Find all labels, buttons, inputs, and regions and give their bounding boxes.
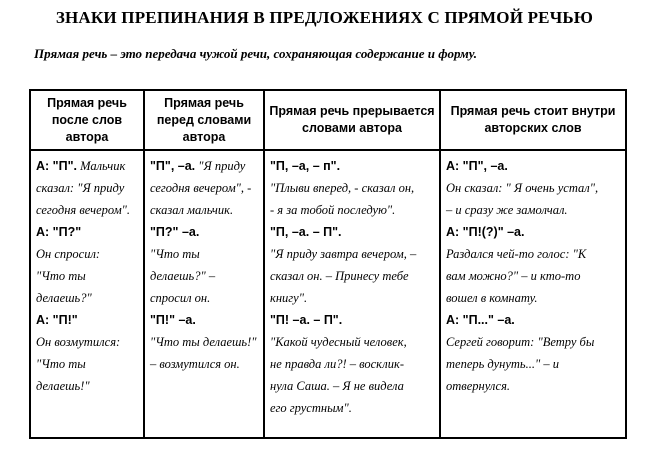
example-line [446, 353, 622, 375]
example-line [36, 221, 140, 243]
punctuation-schema: А: "П", –а. [446, 159, 508, 173]
example-line [150, 221, 260, 243]
example-sentence: – возмутился он. [150, 357, 240, 371]
example-line [446, 155, 622, 177]
example-sentence: – и сразу же замолчал. [446, 203, 568, 217]
example-line [270, 353, 436, 375]
example-sentence: Он возмутился: [36, 335, 121, 349]
example-sentence: сказал он. – Принесу тебе [270, 269, 409, 283]
definition-text: Прямая речь – это передача чужой речи, сохраняющая содержание и форму. [34, 46, 477, 61]
example-sentence: Он спросил: [36, 247, 101, 261]
example-line [150, 243, 260, 265]
column-body [441, 151, 625, 397]
example-sentence: "Я приду завтра вечером, – [270, 247, 417, 261]
example-sentence: сказал: "Я приду [36, 181, 125, 195]
example-line [270, 177, 436, 199]
example-sentence: отвернулся. [446, 379, 511, 393]
example-line [150, 199, 260, 221]
punctuation-schema: "П?" –а. [150, 225, 200, 239]
example-line [36, 265, 140, 287]
column-header: Прямая речь прерывается словами автора [265, 91, 439, 151]
example-line [150, 287, 260, 309]
example-line [36, 353, 140, 375]
punctuation-table [29, 89, 627, 439]
example-line [446, 221, 622, 243]
example-sentence: "Что ты [36, 357, 86, 371]
example-line [270, 199, 436, 221]
punctuation-schema: А: "П!" [36, 313, 78, 327]
example-line [36, 309, 140, 331]
example-line [36, 375, 140, 397]
example-sentence: делаешь?" [36, 291, 92, 305]
example-sentence: - я за тобой последую". [270, 203, 396, 217]
example-sentence: его грустным". [270, 401, 352, 415]
example-line [270, 221, 436, 243]
example-line [150, 265, 260, 287]
example-sentence: "Что ты [36, 269, 86, 283]
example-line [270, 331, 436, 353]
example-sentence: Мальчик [76, 159, 126, 173]
example-sentence: сегодня вечером". [36, 203, 131, 217]
example-line [36, 243, 140, 265]
example-sentence: "Я приду [195, 159, 246, 173]
example-line [446, 309, 622, 331]
example-line [270, 397, 436, 419]
column-body [145, 151, 263, 375]
table-column [263, 91, 439, 437]
example-line [446, 265, 622, 287]
example-line [446, 199, 622, 221]
example-line [270, 265, 436, 287]
example-line [36, 177, 140, 199]
example-line [270, 287, 436, 309]
punctuation-schema: А: "П". [36, 159, 77, 173]
punctuation-schema: "П, –а, – п". [270, 159, 341, 173]
column-body [31, 151, 143, 397]
example-sentence: нула Саша. – Я не видела [270, 379, 404, 393]
example-sentence: "Что ты [150, 247, 200, 261]
example-line [446, 243, 622, 265]
example-line [446, 287, 622, 309]
example-sentence: спросил он. [150, 291, 211, 305]
punctuation-schema: А: "П!(?)" –а. [446, 225, 525, 239]
punctuation-schema: А: "П..." –а. [446, 313, 515, 327]
example-line [150, 177, 260, 199]
example-sentence: Раздался чей-то голос: "К [446, 247, 587, 261]
example-sentence: Сергей говорит: "Ветру бы [446, 335, 595, 349]
punctuation-schema: А: "П?" [36, 225, 82, 239]
example-line [150, 331, 260, 353]
table-column [439, 91, 625, 437]
example-sentence: "Какой чудесный человек, [270, 335, 407, 349]
example-line [36, 331, 140, 353]
punctuation-schema: "П! –а. – П". [270, 313, 343, 327]
example-line [270, 309, 436, 331]
example-sentence: вошел в комнату. [446, 291, 538, 305]
punctuation-schema: "П", –а. [150, 159, 196, 173]
column-body [265, 151, 439, 419]
example-line [150, 155, 260, 177]
example-sentence: сказал мальчик. [150, 203, 234, 217]
example-sentence: "Что ты делаешь!" [150, 335, 257, 349]
example-sentence: делаешь!" [36, 379, 90, 393]
example-sentence: книгу". [270, 291, 308, 305]
example-sentence: "Плыви вперед, - сказал он, [270, 181, 415, 195]
punctuation-schema: "П!" –а. [150, 313, 196, 327]
example-line [36, 287, 140, 309]
example-sentence: сегодня вечером", - [150, 181, 252, 195]
column-header: Прямая речь перед словами автора [145, 91, 263, 151]
example-line [36, 199, 140, 221]
example-line [150, 353, 260, 375]
example-line [446, 375, 622, 397]
punctuation-schema: "П, –а. – П". [270, 225, 342, 239]
page-title: ЗНАКИ ПРЕПИНАНИЯ В ПРЕДЛОЖЕНИЯХ С ПРЯМОЙ РЕЧЬЮ [55, 8, 594, 27]
example-sentence: делаешь?" – [150, 269, 216, 283]
example-line [446, 177, 622, 199]
example-line [270, 243, 436, 265]
table-column [31, 91, 143, 437]
example-sentence: Он сказал: " Я очень устал", [446, 181, 599, 195]
table-column [143, 91, 263, 437]
example-line [270, 375, 436, 397]
example-sentence: вам можно?" – и кто-то [446, 269, 581, 283]
example-line [446, 331, 622, 353]
column-header: Прямая речь после слов автора [31, 91, 143, 151]
column-header: Прямая речь стоит внутри авторских слов [441, 91, 625, 151]
example-line [36, 155, 140, 177]
example-sentence: не правда ли?! – восклик- [270, 357, 404, 371]
example-line [150, 309, 260, 331]
example-sentence: теперь дунуть..." – и [446, 357, 559, 371]
example-line [270, 155, 436, 177]
